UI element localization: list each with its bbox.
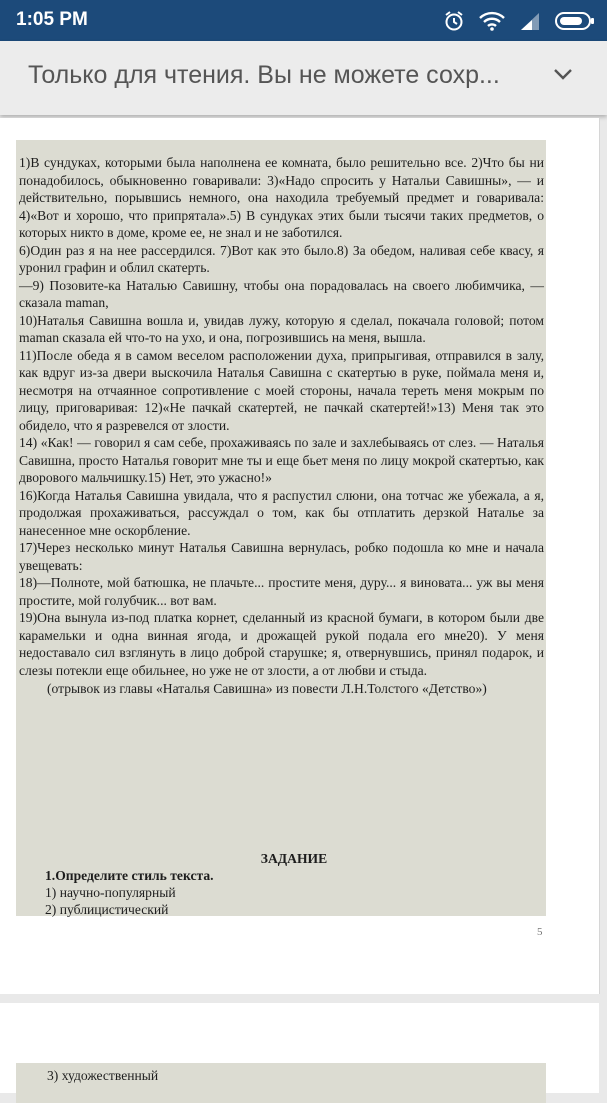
wifi-icon	[479, 11, 505, 31]
paragraph: 18)—Полноте, мой батюшка, не плачьте... простите меня, дуру... я виновата... уж вы меня простите, мой голубчик... вот вам.	[19, 575, 544, 608]
scanned-text-image	[16, 140, 546, 916]
battery-icon	[555, 11, 595, 31]
signal-icon	[519, 11, 541, 31]
status-bar	[0, 0, 607, 41]
alarm-icon	[443, 10, 465, 32]
paragraph: 17)Через несколько минут Наталья Савишна вернулась, робко подошла ко мне и начала увещевать:	[19, 540, 544, 573]
document-page	[0, 118, 600, 994]
answer-option: 3) художественный	[47, 1068, 159, 1083]
page-number: 5	[537, 926, 543, 938]
status-icons	[443, 8, 595, 34]
paragraph: 19)Она вынула из-под платка корнет, сделанный из красной бумаги, в котором были две карамельки и одна винная ягода, и дрожащей рукой подала его мне20). У меня недоставало сил взглянуть в лицо доброй старушке; я, отвернувшись, принял подарок, и слезы потекли еще обильнее, но уже не от злости, а от любви и стыда.	[19, 610, 544, 678]
read-only-title: Только для чтения. Вы не можете сохр...	[28, 61, 500, 89]
paragraph: 14) «Как! — говорил я сам себе, прохаживаясь по зале и захлебываясь от слез. — Наталья Савишна, просто Наталья говорит мне ты и еще бьет меня по лицу мокрой скатертью, как дворового мальчишку.15) Нет, это ужасно!»	[19, 435, 544, 485]
paragraph: 16)Когда Наталья Савишна увидала, что я распустил слюни, она тотчас же убежала, а я, продолжая прохаживаться, рассуждал о том, как бы отплатить дерзкой Наталье за нанесенное мне оскорбление.	[19, 487, 544, 538]
passage-text	[19, 154, 544, 698]
app-bar	[0, 41, 607, 115]
task-question: 1.Определите стиль текста.	[45, 868, 214, 883]
chevron-down-icon[interactable]	[553, 67, 573, 81]
status-time: 1:05 PM	[16, 9, 88, 30]
paragraph: —9) Позовите-ка Наталью Савишну, чтобы она порадовалась на своего любимчика, — сказала maman,	[19, 277, 544, 310]
paragraph: 6)Один раз я на нее рассердился. 7)Вот как это было.8) За обедом, наливая себе квасу, я уронил графин и облил скатерть.	[19, 242, 544, 275]
answer-option: 1) научно-популярный	[45, 885, 176, 900]
paragraph: 1)В сундуках, которыми была наполнена ее комната, было решительно все. 2)Что бы ни понадобилось, обыкновенно говаривали: 3)«Надо спросить у Натальи Савишны», — и действительно, порывшись немного, она находила требуемый предмет и говаривала: 4)«Вот и хорошо, что припрятала».5) В сундуках этих были тысячи таких предметов, о которых никто в доме, кроме ее, не знал и не заботился.	[19, 155, 544, 240]
paragraph: 10)Наталья Савишна вошла и, увидав лужу, которую я сделал, покачала головой; потом maman сказала ей что-то на ухо, и она, погрозившись на меня, вышла.	[19, 312, 544, 345]
source-citation: (отрывок из главы «Наталья Савишна» из повести Л.Н.Толстого «Детство»)	[47, 681, 487, 696]
paragraph: 11)После обеда я в самом веселом расположении духа, припрыгивая, отправился в залу, как вдруг из-за двери выскочила Наталья Савишна с скатертью в руке, поймала меня и, несмотря на отчаянное сопротивление с моей стороны, начала тереть меня мокрым по лицу, приговаривая: 12)«Не пачкай скатертей, не пачкай скатертей!»13) Меня так это обидело, что я разревелся от злости.	[19, 347, 544, 433]
answer-option: 2) публицистический	[45, 902, 169, 917]
task-heading: ЗАДАНИЕ	[260, 851, 328, 866]
